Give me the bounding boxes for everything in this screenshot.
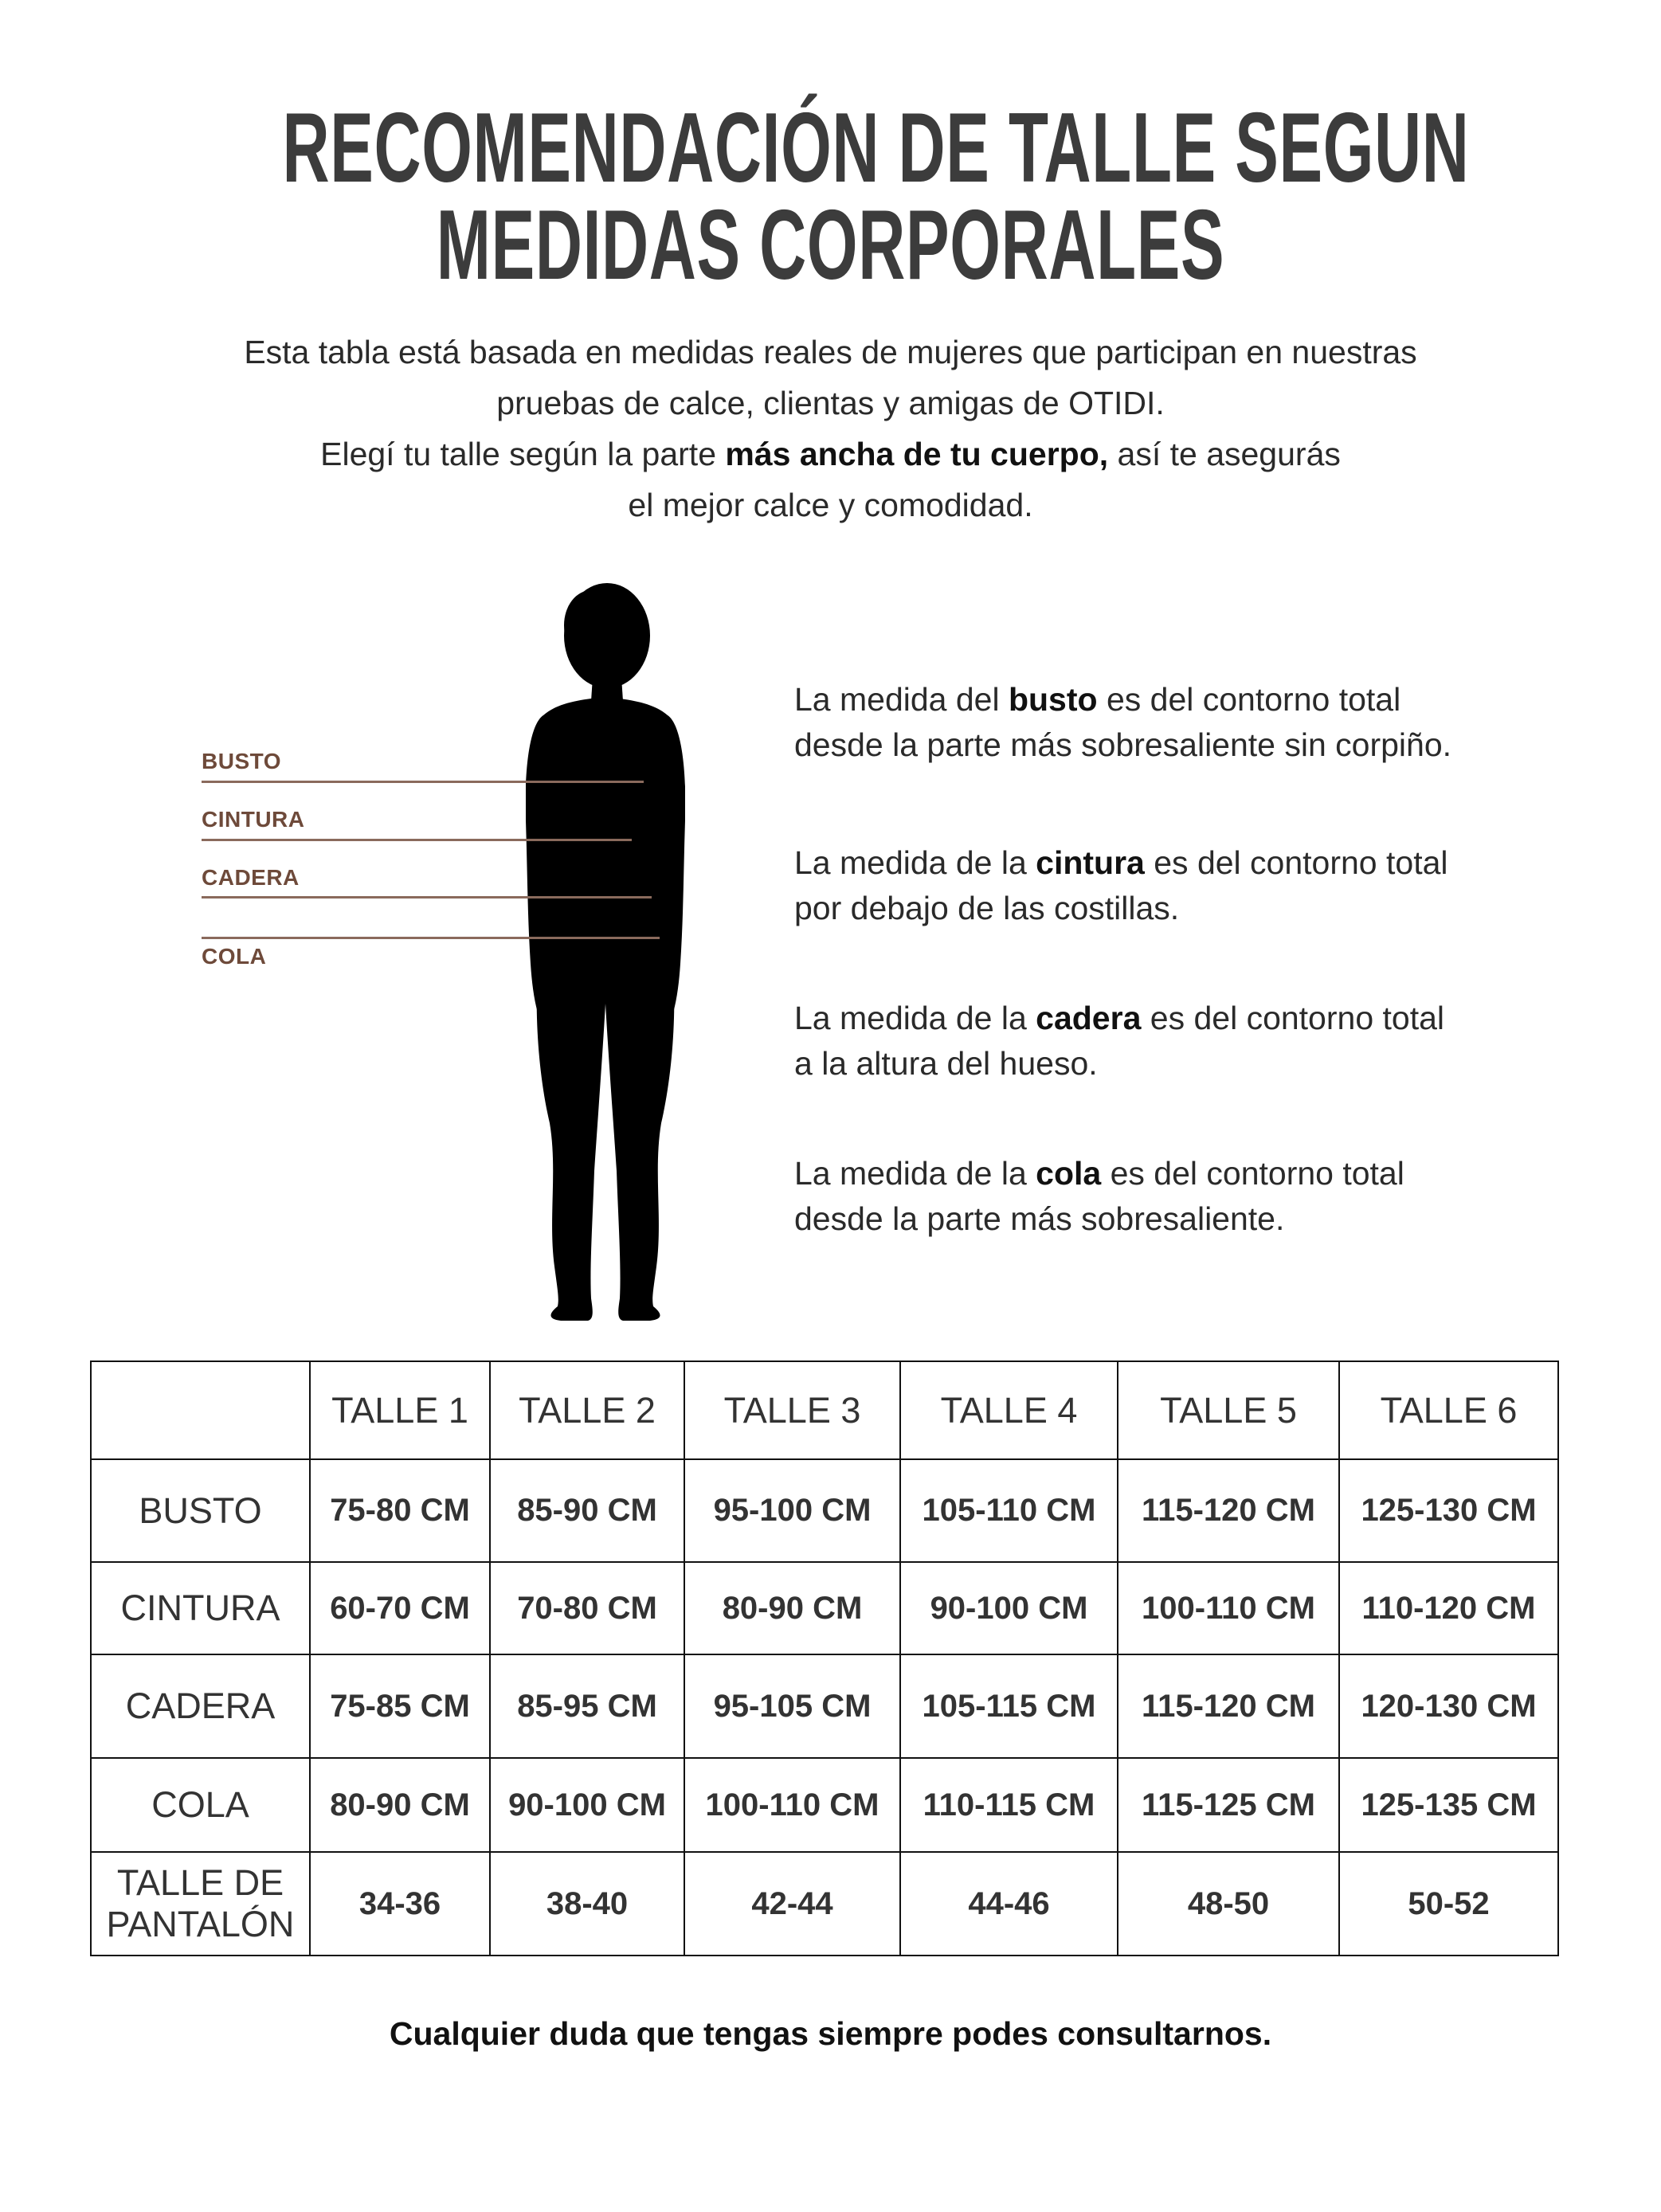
row-label: CINTURA [91,1562,310,1654]
description-text: es del contorno total [1141,1000,1445,1036]
intro-line-3-start: Elegí tu talle según la parte [320,436,726,472]
table-header: TALLE 3 [684,1361,900,1459]
title-line-2: MEDIDAS CORPORALES [436,190,1225,300]
woman-silhouette-icon [526,581,685,1322]
row-label: BUSTO [91,1459,310,1562]
table-cell: 90-100 CM [900,1562,1118,1654]
line-cola [202,937,660,939]
size-table [90,1360,1559,1956]
intro-line-3 [0,429,1661,480]
label-cadera: CADERA [202,865,300,890]
intro-line-2: pruebas de calce, clientas y amigas de OTIDI. [496,385,1165,421]
description-line-2: por debajo de las costillas. [794,890,1180,926]
label-busto: BUSTO [202,749,281,773]
table-cell: 105-115 CM [900,1654,1118,1758]
table-cell: 38-40 [490,1852,684,1956]
table-cell: 120-130 CM [1339,1654,1558,1758]
description-keyword: cintura [1036,844,1145,881]
description-text: es del contorno total [1097,681,1401,718]
description-keyword: busto [1008,681,1098,718]
page-title [282,93,1470,300]
row-label-line-2: PANTALÓN [106,1904,295,1944]
description-line [794,840,1591,886]
label-cintura: CINTURA [202,807,305,832]
description-keyword: cadera [1036,1000,1142,1036]
description-text: es del contorno total [1101,1155,1404,1192]
label-cola: COLA [202,944,267,969]
description-text: es del contorno total [1144,844,1448,881]
description-line-2: a la altura del hueso. [794,1045,1098,1082]
table-cell: 100-110 CM [1118,1562,1339,1654]
table-cell: 115-125 CM [1118,1758,1339,1852]
intro-line-1: Esta tabla está basada en medidas reales de mujeres que participan en nuestras [244,334,1417,370]
table-cell: 75-80 CM [310,1459,490,1562]
description-cintura [794,840,1591,931]
table-cell: 115-120 CM [1118,1459,1339,1562]
intro-emphasis: más ancha de tu cuerpo, [725,436,1109,472]
intro-line-4: el mejor calce y comodidad. [628,487,1033,523]
description-line [794,996,1591,1041]
title-line-1: RECOMENDACIÓN DE TALLE SEGUN [282,93,1470,203]
table-cell: 95-105 CM [684,1654,900,1758]
footer-note: Cualquier duda que tengas siempre podes consultarnos. [389,2015,1272,2052]
intro-line-3-end: así te asegurás [1108,436,1341,472]
table-row [91,1459,1558,1562]
table-row [91,1562,1558,1654]
row-label: COLA [91,1758,310,1852]
description-keyword: cola [1036,1155,1102,1192]
table-row [91,1852,1558,1956]
table-row [91,1758,1558,1852]
table-header: TALLE 5 [1118,1361,1339,1459]
table-cell: 105-110 CM [900,1459,1118,1562]
table-cell: 95-100 CM [684,1459,900,1562]
table-cell: 75-85 CM [310,1654,490,1758]
row-label: CADERA [91,1654,310,1758]
table-cell: 110-120 CM [1339,1562,1558,1654]
table-cell: 34-36 [310,1852,490,1956]
table-cell: 60-70 CM [310,1562,490,1654]
table-header: TALLE 2 [490,1361,684,1459]
description-text: La medida de la [794,1000,1036,1036]
description-line-2: desde la parte más sobresaliente sin corpiño. [794,726,1452,763]
row-label [91,1852,310,1956]
table-cell: 85-95 CM [490,1654,684,1758]
line-cadera [202,896,652,899]
table-header: TALLE 1 [310,1361,490,1459]
table-header: TALLE 6 [1339,1361,1558,1459]
description-line-2: desde la parte más sobresaliente. [794,1200,1285,1237]
table-cell: 50-52 [1339,1852,1558,1956]
row-label-line-1: TALLE DE [116,1862,284,1903]
table-header-row [91,1361,1558,1459]
table-cell: 80-90 CM [310,1758,490,1852]
description-text: La medida de la [794,844,1036,881]
line-cintura [202,839,632,841]
table-cell: 125-135 CM [1339,1758,1558,1852]
description-line [794,1151,1591,1196]
description-cadera [794,996,1591,1086]
table-corner-cell [91,1361,310,1459]
line-busto [202,781,644,783]
table-cell: 80-90 CM [684,1562,900,1654]
table-cell: 110-115 CM [900,1758,1118,1852]
description-text: La medida de la [794,1155,1036,1192]
table-cell: 70-80 CM [490,1562,684,1654]
description-text: La medida del [794,681,1009,718]
table-cell: 90-100 CM [490,1758,684,1852]
description-busto [794,677,1591,768]
table-row [91,1654,1558,1758]
table-header: TALLE 4 [900,1361,1118,1459]
description-line [794,677,1591,722]
intro-text [0,327,1661,530]
table-cell: 85-90 CM [490,1459,684,1562]
table-cell: 125-130 CM [1339,1459,1558,1562]
table-cell: 115-120 CM [1118,1654,1339,1758]
table-cell: 48-50 [1118,1852,1339,1956]
description-cola [794,1151,1591,1242]
table-cell: 42-44 [684,1852,900,1956]
table-cell: 44-46 [900,1852,1118,1956]
table-cell: 100-110 CM [684,1758,900,1852]
